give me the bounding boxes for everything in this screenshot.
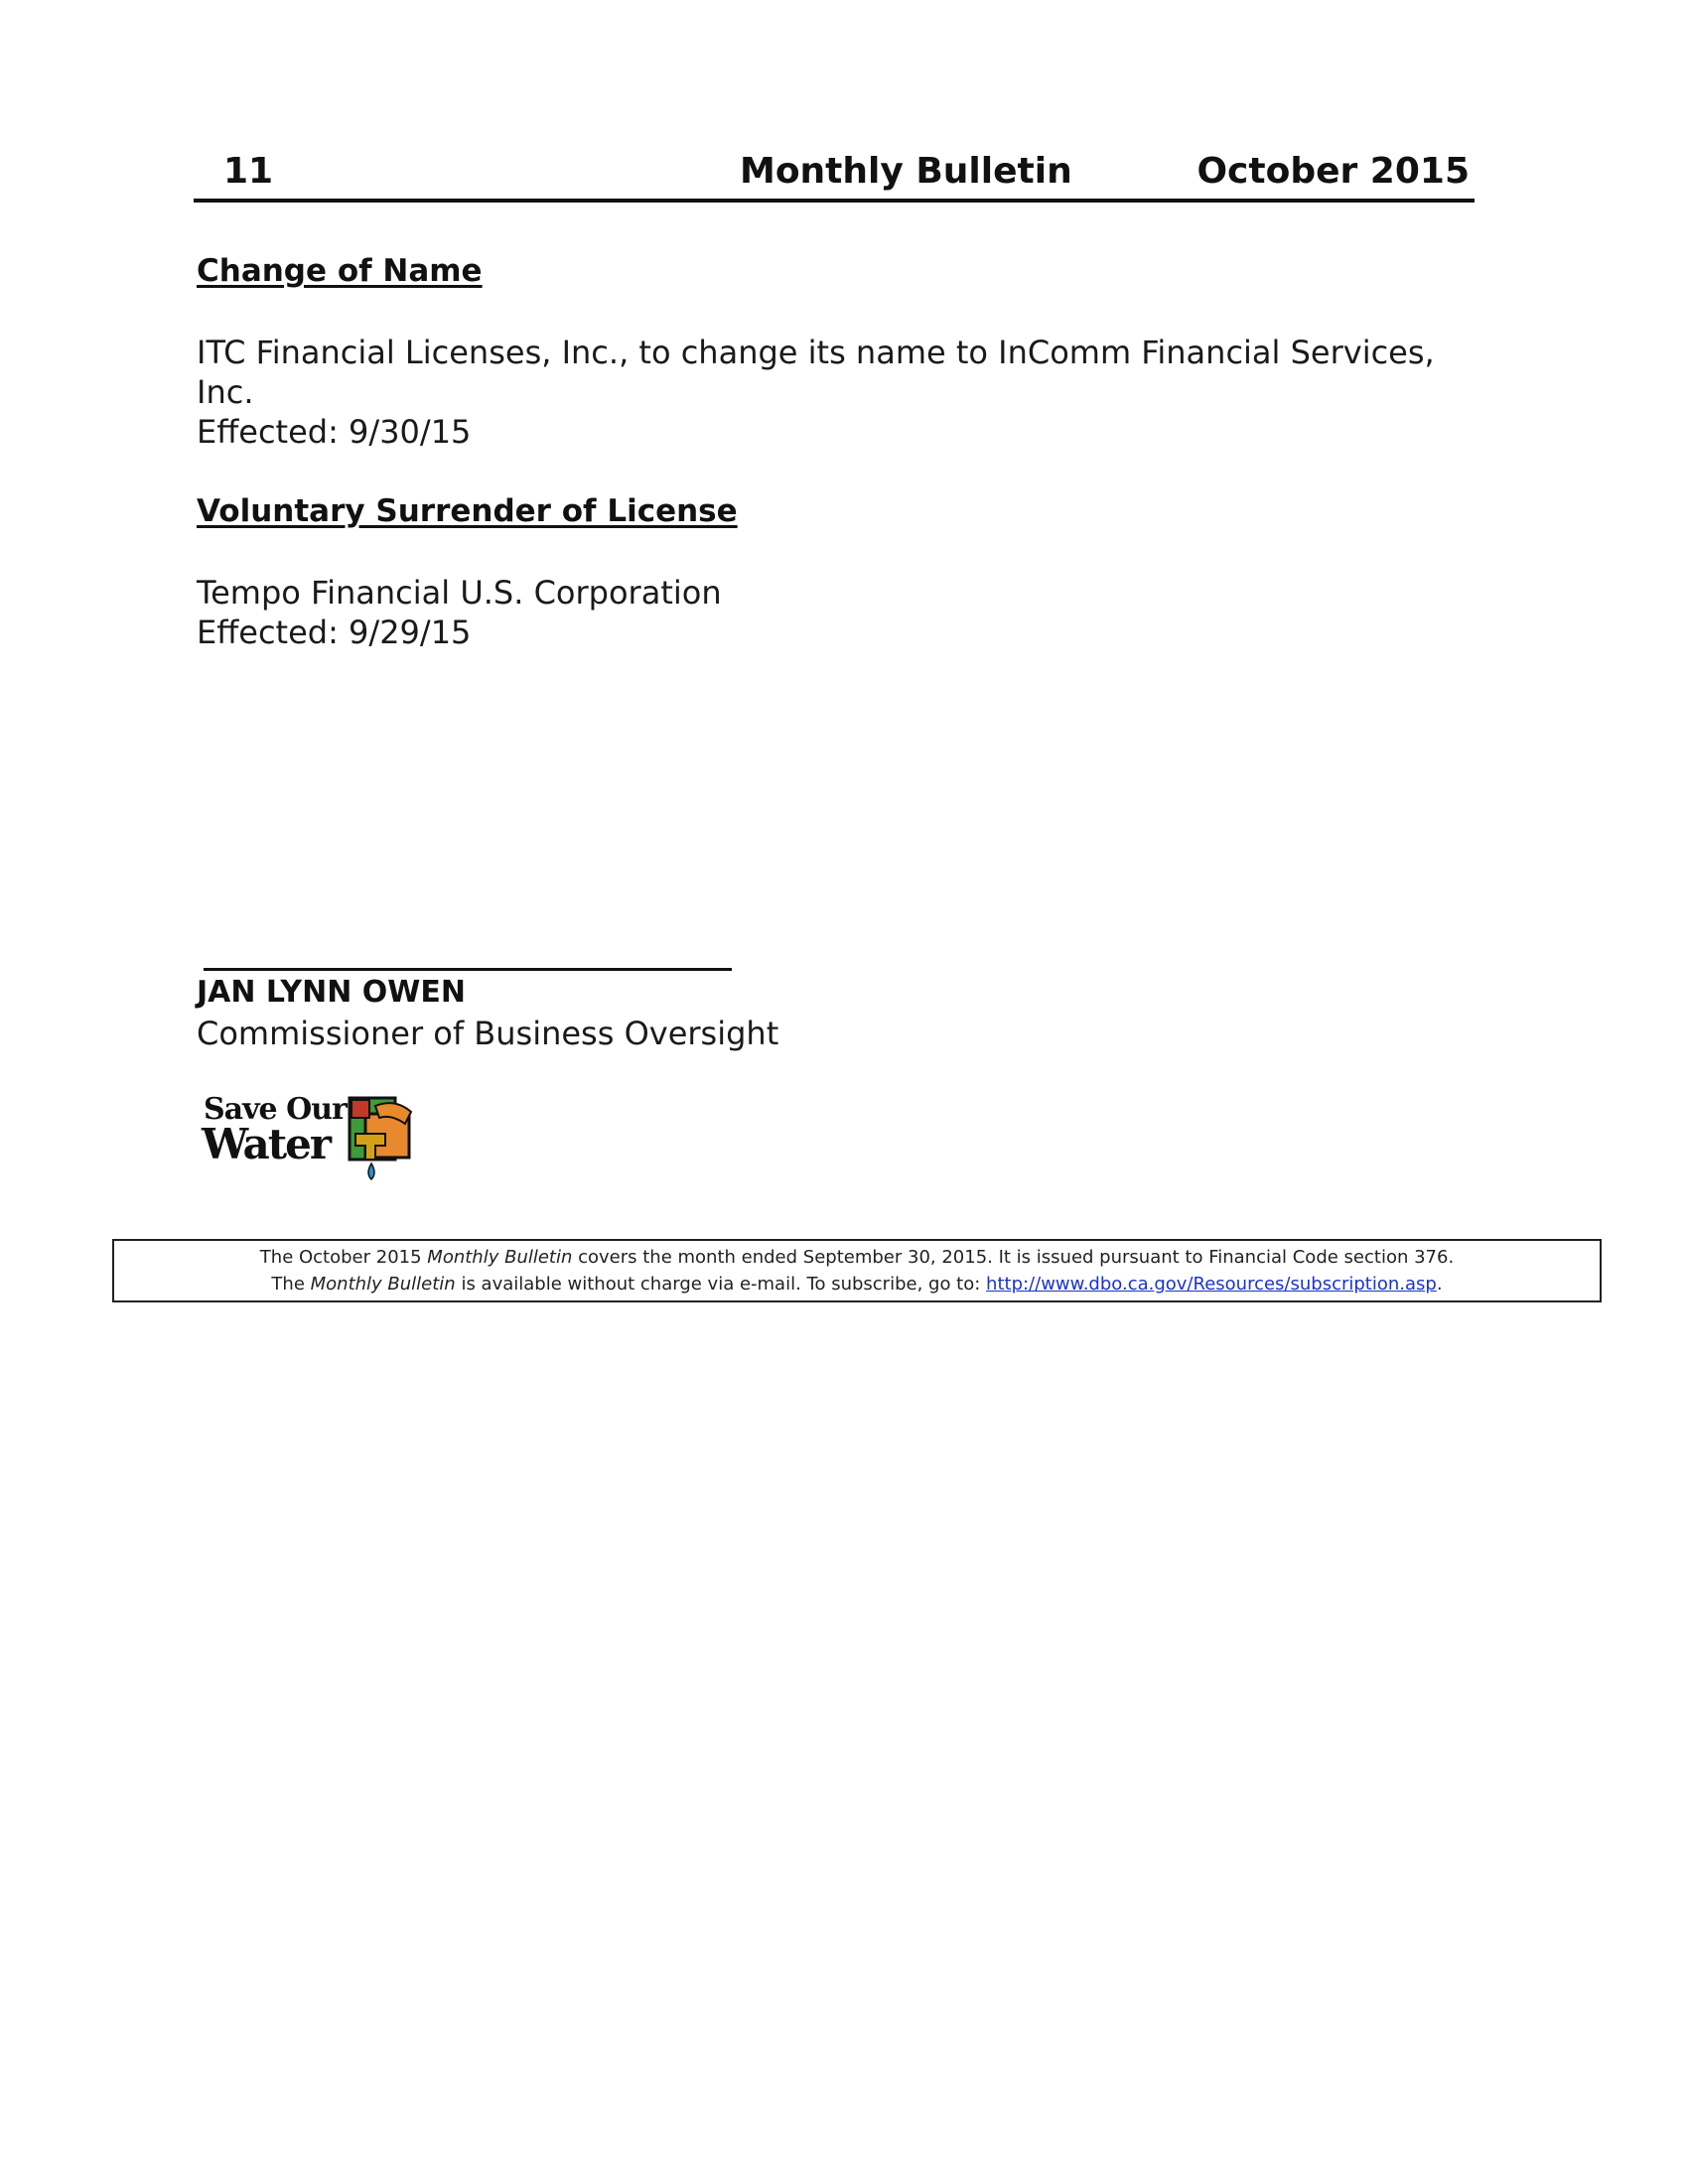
section-heading-change-of-name: Change of Name (197, 253, 483, 289)
footer-line-2 (114, 1274, 1600, 1295)
bulletin-date: October 2015 (1196, 151, 1470, 192)
subscription-link[interactable]: http://www.dbo.ca.gov/Resources/subscription.asp (986, 1274, 1437, 1295)
footer-line1-italic: Monthly Bulletin (427, 1247, 573, 1268)
footer-line2-italic: Monthly Bulletin (310, 1274, 456, 1295)
section-heading-voluntary-surrender: Voluntary Surrender of License (197, 493, 738, 529)
name-change-text: ITC Financial Licenses, Inc., to change its name to InComm Financial Services, (197, 334, 1435, 371)
signature-line (204, 968, 732, 971)
footer-line2-suffix: . (1436, 1274, 1443, 1295)
footer-line2-middle: is available without charge via e-mail. To subscribe, go to: (455, 1274, 987, 1295)
page-header (194, 139, 1475, 203)
bulletin-title: Monthly Bulletin (740, 151, 1072, 192)
name-change-effected-date: Effected: 9/30/15 (197, 413, 472, 451)
footer-line1-suffix: covers the month ended September 30, 2015. It is issued pursuant to Financial Code section 376. (572, 1247, 1455, 1268)
footer-notice-box (112, 1239, 1602, 1302)
name-change-text-cont: Inc. (197, 373, 254, 411)
footer-line1-prefix: The October 2015 (259, 1247, 428, 1268)
logo-line-2: Water (202, 1120, 330, 1168)
footer-line2-prefix: The (271, 1274, 311, 1295)
footer-line-1 (114, 1247, 1600, 1268)
page-number: 11 (223, 151, 274, 192)
logo-line-1: Save Our (204, 1092, 347, 1127)
surrender-effected-date: Effected: 9/29/15 (197, 614, 472, 651)
hand-faucet-icon (346, 1094, 420, 1187)
signer-name: JAN LYNN OWEN (197, 975, 466, 1010)
surrender-licensee-name: Tempo Financial U.S. Corporation (197, 574, 722, 612)
signer-title: Commissioner of Business Oversight (197, 1015, 779, 1052)
save-our-water-logo (202, 1092, 422, 1187)
